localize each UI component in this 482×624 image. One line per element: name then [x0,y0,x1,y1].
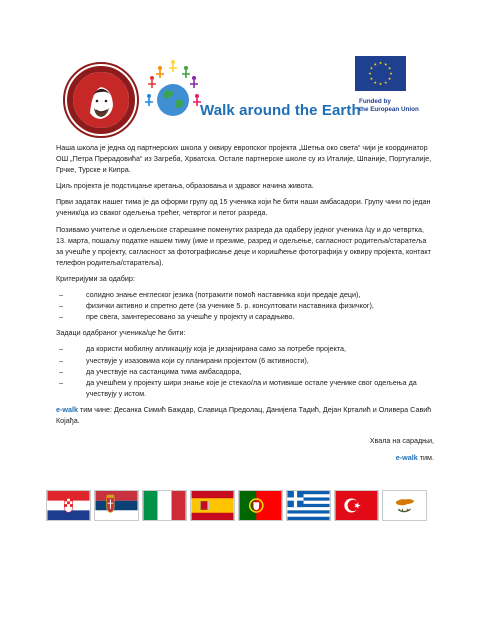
paragraph-goal: Циљ пројекта је подстицање кретања, образовања и здравог начина живота. [56,181,314,191]
criteria-list [56,289,434,322]
eu-flag-icon [355,56,406,91]
closing-thanks: Хвала на сарадњи, [369,436,434,446]
paragraph-invitation: Позивамо учитеље и одељењске старешине поменутих разреда да одаберу једног ученика /цу и до четвртка, 13. марта, пошаљу податке нашем тиму (име и презиме, разред и одељење, сагласност родитеља/старатеља за учешће у пројекту, сагласност за фотографисање деце и коришћење фотографија у оквиру пројекта, контакт телефон родитеља/старатеља). [56,224,431,267]
list-item: – да учествује на састанцима тима амбасадора, [59,366,242,376]
eu-caption-line2: the European Union [359,105,419,113]
paragraph-first-task: Први задатак нашег тима је да оформи групу од 15 ученика који ће бити наши амбасадори. Групу чини по један ученик/ца из сваког одељења трећег, четвртог и петог разреда. [56,197,431,218]
team-label: e-walk [56,404,78,414]
paragraph-intro: Наша школа је једна од партнерских школа у оквиру европског пројекта „Шетња око света“ чији је координатор ОШ „Петра Прерадовића“ из Загреба, Хрватска. Остале партнерске школе су из Италије, Шпаније, Португалије, Грчке, Турске и Кипра. [56,143,432,175]
cyprus-flag-icon [382,490,427,521]
italy-flag-icon [142,490,187,521]
signature-label: e-walk [395,453,418,463]
school-logo [62,61,140,139]
criteria-heading: Критеријуми за одабир: [56,273,135,283]
globe-logo [144,58,202,128]
signature [56,452,434,463]
eu-caption [359,98,419,113]
tasks-heading: Задаци одабраног ученика/це ће бити: [56,328,186,338]
list-item: – учествује у изазовима који су планирани пројектом (6 активности), [59,355,309,365]
partner-flags [46,490,430,522]
list-item: – да учешћем у пројекту шири знање које је стекао/ла и мотивише остале ученике свог одељења да учествују у истом. [59,377,417,398]
spain-flag-icon [190,490,235,521]
list-item: – солидно знање енглеског језика (потражити помоћ наставника који предаје деци), [59,290,361,300]
greece-flag-icon [286,490,331,521]
list-item: – физички активно и спретно дете (за ученике 5. р. консултовати наставника физичког), [59,301,374,311]
signature-text: тим. [417,453,434,463]
team-members [56,404,434,426]
project-title: Walk around the Earth [200,102,361,119]
serbia-flag-icon [94,490,139,521]
team-text: тим чине: Десанка Симић Баждар, Славица Предолац, Данијела Тадић, Дејан Крталић и Оливера Савић Којађа. [56,404,432,425]
portugal-flag-icon [238,490,283,521]
croatia-flag-icon [46,490,91,521]
tasks-list [56,343,434,398]
turkey-flag-icon [334,490,379,521]
letter-body [56,142,434,463]
eu-caption-line1: Funded by [359,98,391,105]
list-item: – пре свега, заинтересовано за учешће у пројекту и сарадњиво. [59,312,295,322]
list-item: – да користи мобилну апликацију која је дизајнирана само за потребе пројекта, [59,344,347,354]
